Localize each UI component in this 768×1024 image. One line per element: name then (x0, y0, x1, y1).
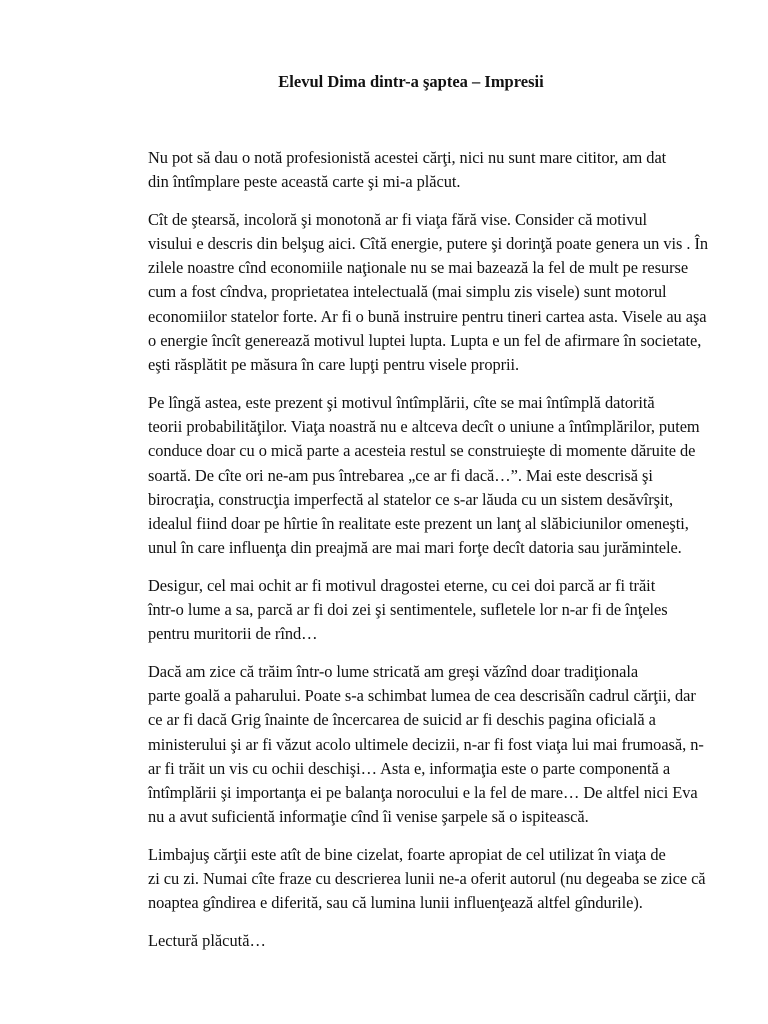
paragraph-6 (83, 843, 713, 916)
text-line: Nu pot să dau o notă profesionistă acestei cărţi, nici nu sunt mare cititor, am dat (148, 148, 667, 167)
text-line: din întîmplare peste această carte şi mi-a plăcut. (148, 172, 461, 192)
text-line: cum a fost cîndva, proprietatea intelectuală (mai simplu zis visele) sunt motorul (148, 282, 667, 302)
text-line: ce ar fi dacă Grig înainte de încercarea de suicid ar fi deschis pagina oficială a (148, 710, 656, 730)
text-line: economiilor statelor forte. Ar fi o bună instruire pentru tineri cartea asta. Visele au aşa (148, 306, 707, 326)
text-line: unul în care influenţa din preajmă are mai mari forţe decît datoria sau jurămintele. (148, 538, 682, 558)
text-line: nu a avut suficientă informaţie cînd îi venise şarpele să o ispitească. (148, 807, 589, 827)
text-line: noaptea gîndirea e diferită, sau că lumina lunii influenţează altfel gîndurile). (148, 893, 643, 913)
text-line: ministerului şi ar fi văzut acolo ultimele decizii, n-ar fi fost viaţa lui mai frumoasă, n- (148, 734, 704, 754)
text-line: zi cu zi. Numai cîte fraze cu descrierea lunii ne-a oferit autorul (nu degeaba se zice că (148, 869, 706, 889)
text-line: Limbajuş cărţii este atît de bine cizelat, foarte apropiat de cel utilizat în viaţa de (148, 844, 666, 864)
paragraph-1 (83, 146, 713, 195)
document-page (83, 70, 713, 953)
paragraph-2 (83, 208, 713, 378)
paragraph-4 (83, 574, 713, 647)
text-line: idealul fiind doar pe hîrtie în realitate este prezent un lanţ al slăbiciunilor omeneşti, (148, 514, 689, 534)
text-line: Pe lîngă astea, este prezent şi motivul întîmplării, cîte se mai întîmplă datorită (148, 392, 655, 412)
text-line: conduce doar cu o mică parte a acesteia restul se construieşte di momente dăruite de (148, 441, 696, 461)
text-line: ar fi trăit un vis cu ochii deschişi… Asta e, informaţia este o parte componentă a (148, 758, 671, 778)
text-line: zilele noastre cînd economiile naţionale nu se mai bazează la fel de mult pe resurse (148, 258, 689, 278)
text-line: eşti răsplătit pe măsura în care lupţi pentru visele proprii. (148, 355, 520, 375)
text-line: pentru muritorii de rînd… (148, 624, 318, 644)
text-line: parte goală a paharului. Poate s-a schimbat lumea de cea descrisăîn cadrul cărţii, dar (148, 685, 696, 705)
text-line: teorii probabilităţilor. Viaţa noastră nu e altceva decît o uniune a întîmplărilor, putem (148, 416, 700, 436)
text-line: Desigur, cel mai ochit ar fi motivul dragostei eterne, cu cei doi parcă ar fi trăit (148, 575, 656, 595)
text-line: birocraţia, construcţia imperfectă al statelor ce s-ar lăuda cu un sistem desăvîrşit, (148, 489, 674, 509)
document-title: Elevul Dima dintr-a şaptea – Impresii (278, 72, 544, 91)
text-line: soartă. De cîte ori ne-am pus întrebarea „ce ar fi dacă…”. Mai este descrisă şi (148, 465, 653, 485)
text-line: visului e descris din belşug aici. Cîtă energie, putere şi dorinţă poate genera un vis . În (148, 233, 709, 253)
text-line: Dacă am zice că trăim într-o lume stricată am greşi văzînd doar tradiţionala (148, 661, 639, 681)
text-line: într-o lume a sa, parcă ar fi doi zei şi sentimentele, sufletele lor n-ar fi de înţeles (148, 600, 668, 620)
text-line: întîmplării şi importanţa ei pe balanţa norocului e la fel de mare… De altfel nici Eva (148, 783, 698, 803)
paragraph-5 (83, 660, 713, 830)
paragraph-3 (83, 391, 713, 561)
text-line: o energie încît generează motivul luptei lupta. Lupta e un fel de afirmare în societate, (148, 331, 702, 351)
text-line: Cît de ştearsă, incoloră şi monotonă ar fi viaţa fără vise. Consider că motivul (148, 209, 648, 229)
closing-line: Lectură plăcută… (148, 930, 266, 950)
